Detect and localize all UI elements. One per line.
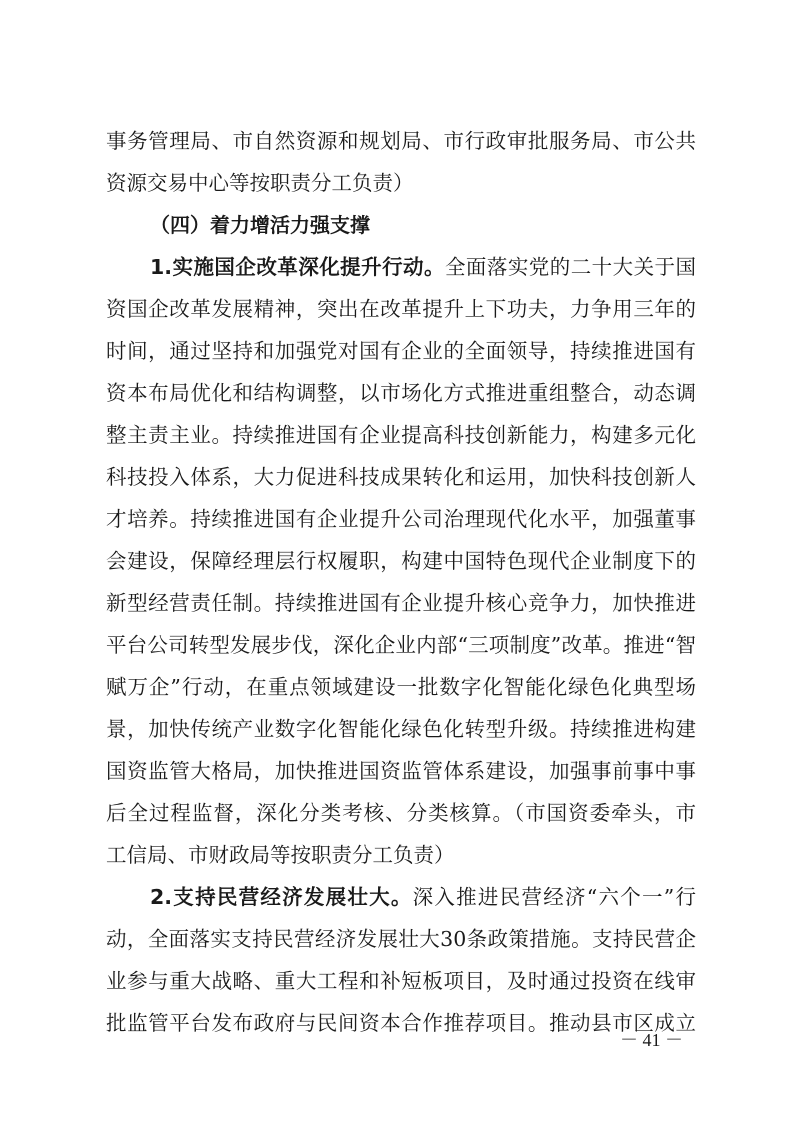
paragraph-line: 整主责主业。持续推进国有企业提高科技创新能力，构建多元化 bbox=[106, 423, 696, 447]
item-1-first-line bbox=[150, 250, 696, 284]
section-heading: （四）着力增活力强支撑 bbox=[150, 213, 370, 237]
paragraph-line: 国资监管大格局，加快推进国资监管体系建设，加强事前事中事 bbox=[106, 759, 696, 783]
paragraph-line: 科技投入体系，大力促进科技成果转化和运用，加快科技创新人 bbox=[106, 465, 696, 489]
page-number: － 41 － bbox=[620, 1030, 683, 1050]
paragraph-line: 才培养。持续推进国有企业提升公司治理现代化水平，加强董事 bbox=[106, 507, 696, 531]
paragraph-line: 业参与重大战略、重大工程和补短板项目，及时通过投资在线审 bbox=[106, 969, 696, 993]
item-2-first-line-text: 深入推进民营经济“六个一”行 bbox=[412, 885, 696, 909]
paragraph-line: 资本布局优化和结构调整，以市场化方式推进重组整合，动态调 bbox=[106, 381, 696, 405]
paragraph-line: 新型经营责任制。持续推进国有企业提升核心竞争力，加快推进 bbox=[106, 591, 696, 615]
item-2-heading: 2.支持民营经济发展壮大。 bbox=[150, 885, 413, 909]
item-2-first-line bbox=[150, 880, 696, 914]
paragraph-line: 后全过程监督，深化分类考核、分类核算。（市国资委牵头，市 bbox=[106, 801, 696, 825]
paragraph-line: 资源交易中心等按职责分工负责） bbox=[106, 171, 414, 195]
paragraph-line: 会建设，保障经理层行权履职，构建中国特色现代企业制度下的 bbox=[106, 549, 696, 573]
paragraph-line: 赋万企”行动，在重点领域建设一批数字化智能化绿色化典型场 bbox=[106, 675, 696, 699]
paragraph-line: 动，全面落实支持民营经济发展壮大30条政策措施。支持民营企 bbox=[106, 927, 696, 951]
paragraph-line: 批监管平台发布政府与民间资本合作推荐项目。推动县市区成立 bbox=[106, 1011, 696, 1035]
paragraph-line: 景，加快传统产业数字化智能化绿色化转型升级。持续推进构建 bbox=[106, 717, 696, 741]
paragraph-line: 时间，通过坚持和加强党对国有企业的全面领导，持续推进国有 bbox=[106, 339, 696, 363]
item-1-heading: 1.实施国企改革深化提升行动。 bbox=[150, 255, 445, 279]
paragraph-line: 工信局、市财政局等按职责分工负责） bbox=[106, 843, 455, 867]
paragraph-line: 事务管理局、市自然资源和规划局、市行政审批服务局、市公共 bbox=[106, 129, 696, 153]
paragraph-line: 平台公司转型发展步伐，深化企业内部“三项制度”改革。推进“智 bbox=[106, 633, 696, 657]
paragraph-line: 资国企改革发展精神，突出在改革提升上下功夫，力争用三年的 bbox=[106, 297, 696, 321]
item-1-first-line-text: 全面落实党的二十大关于国 bbox=[444, 255, 696, 279]
